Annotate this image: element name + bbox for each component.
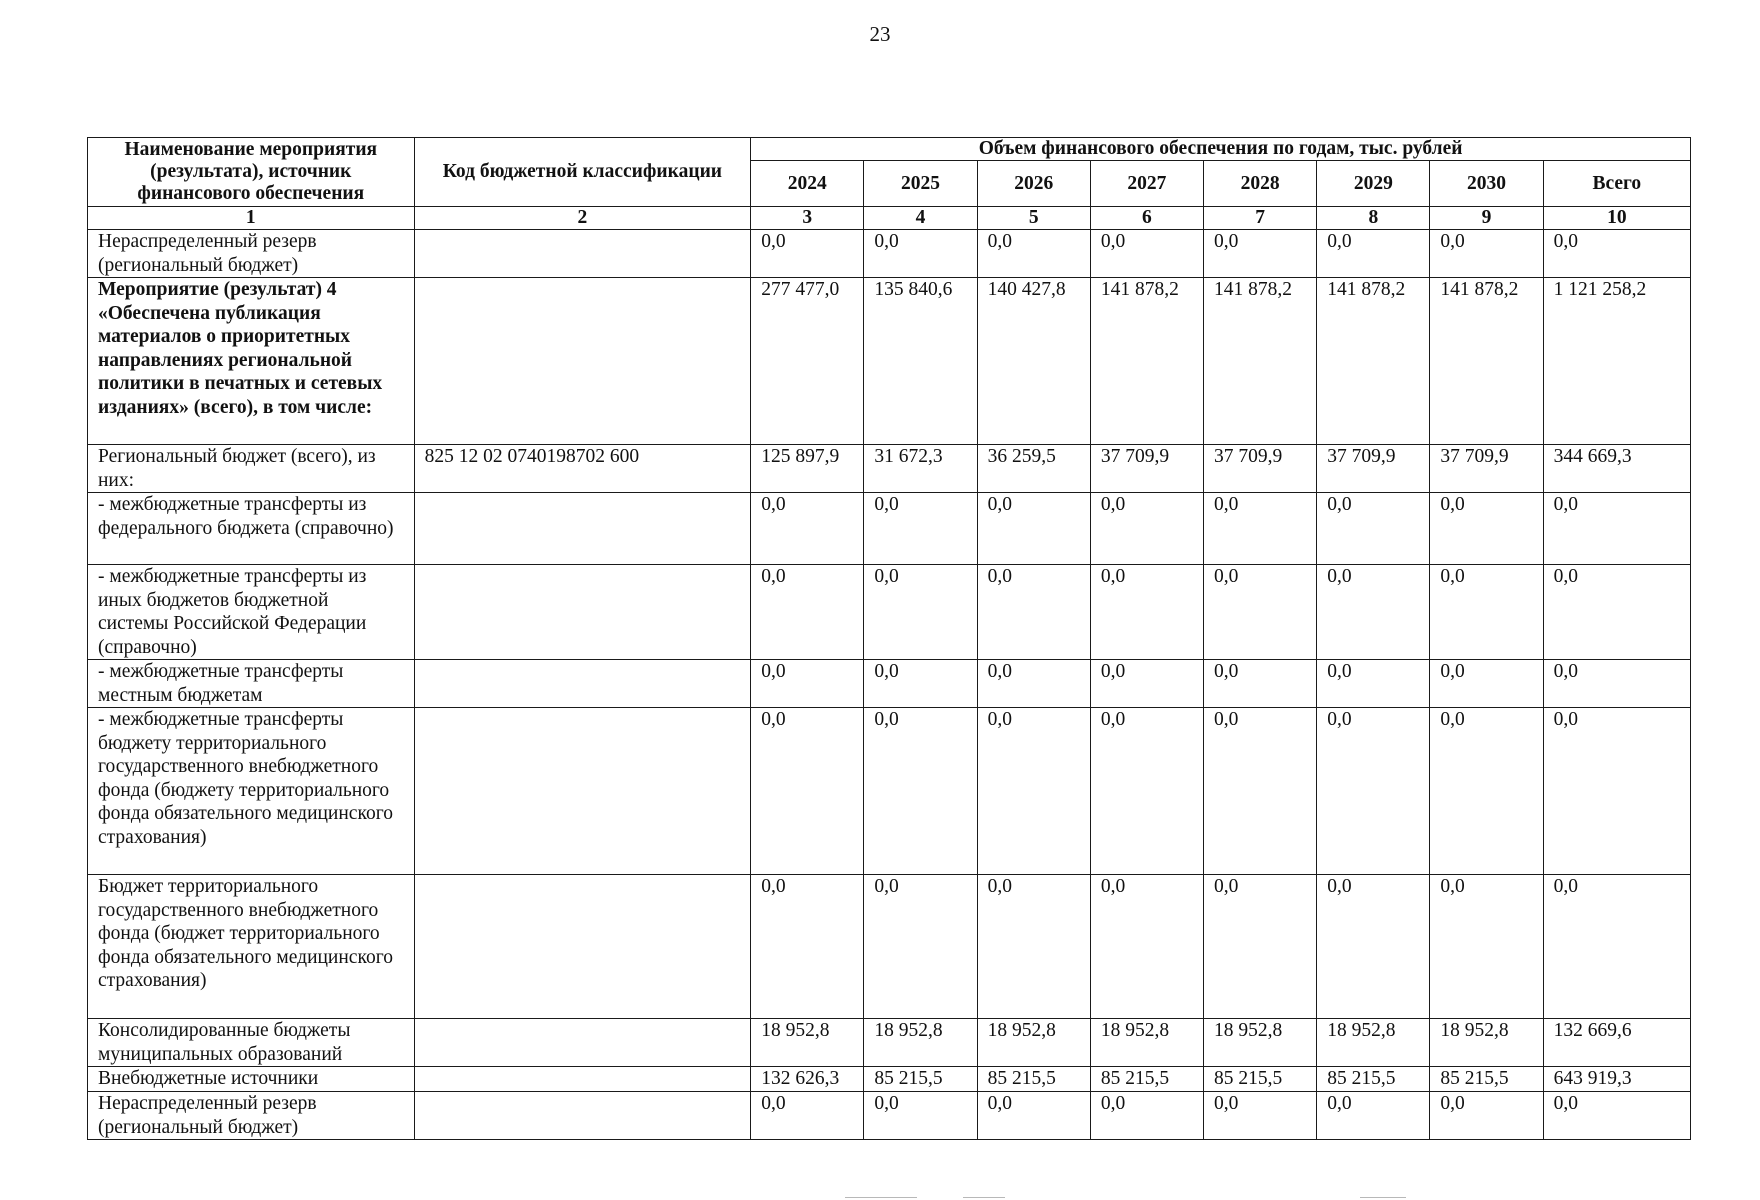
table-row [88,565,1691,660]
value-2027: 0,0 [1090,708,1203,875]
value-2029: 18 952,8 [1317,1019,1430,1067]
funding-table [87,137,1691,1140]
value-2025: 0,0 [864,660,977,708]
row-name: - межбюджетные трансферты местным бюджетам [88,660,415,708]
value-2026: 0,0 [977,875,1090,1019]
value-2025: 85 215,5 [864,1067,977,1092]
value-2028: 85 215,5 [1204,1067,1317,1092]
header-year: 2026 [977,161,1090,207]
value-2030: 18 952,8 [1430,1019,1543,1067]
header-name-column: Наименование мероприятия (результата), источник финансового обеспечения [88,138,415,207]
table-row [88,230,1691,278]
value-2028: 0,0 [1204,565,1317,660]
value-2030: 85 215,5 [1430,1067,1543,1092]
row-code [414,875,751,1019]
value-2027: 0,0 [1090,660,1203,708]
value-2029: 0,0 [1317,660,1430,708]
value-2025: 0,0 [864,875,977,1019]
value-2027: 0,0 [1090,1092,1203,1140]
header-year: 2025 [864,161,977,207]
page-number: 23 [869,22,891,46]
value-2028: 0,0 [1204,493,1317,565]
column-number: 6 [1090,207,1203,230]
row-code [414,230,751,278]
value-2029: 0,0 [1317,565,1430,660]
value-2024: 0,0 [751,875,864,1019]
value-2027: 141 878,2 [1090,278,1203,445]
column-number: 9 [1430,207,1543,230]
value-total: 1 121 258,2 [1543,278,1690,445]
scan-artifact [845,1197,917,1198]
header-volume-group: Объем финансового обеспечения по годам, тыс. рублей [751,138,1691,161]
value-2029: 85 215,5 [1317,1067,1430,1092]
row-code [414,1092,751,1140]
value-2027: 0,0 [1090,565,1203,660]
value-2026: 18 952,8 [977,1019,1090,1067]
value-2030: 37 709,9 [1430,445,1543,493]
value-2030: 0,0 [1430,1092,1543,1140]
value-total: 0,0 [1543,565,1690,660]
value-2024: 0,0 [751,493,864,565]
column-number: 10 [1543,207,1690,230]
value-2030: 0,0 [1430,660,1543,708]
table-row [88,493,1691,565]
value-2030: 0,0 [1430,565,1543,660]
value-2025: 135 840,6 [864,278,977,445]
value-2027: 0,0 [1090,875,1203,1019]
value-total: 0,0 [1543,493,1690,565]
value-2027: 0,0 [1090,230,1203,278]
value-2025: 0,0 [864,565,977,660]
header-year: 2030 [1430,161,1543,207]
value-total: 0,0 [1543,230,1690,278]
column-number: 4 [864,207,977,230]
value-2026: 85 215,5 [977,1067,1090,1092]
value-2024: 0,0 [751,230,864,278]
value-2030: 0,0 [1430,708,1543,875]
value-total: 344 669,3 [1543,445,1690,493]
value-2028: 0,0 [1204,230,1317,278]
scan-artifact [1360,1197,1406,1198]
value-2030: 0,0 [1430,230,1543,278]
table-row [88,1067,1691,1092]
value-2024: 125 897,9 [751,445,864,493]
value-total: 0,0 [1543,875,1690,1019]
value-2028: 0,0 [1204,708,1317,875]
value-2025: 0,0 [864,708,977,875]
value-total: 0,0 [1543,1092,1690,1140]
column-number: 8 [1317,207,1430,230]
value-2030: 141 878,2 [1430,278,1543,445]
row-code [414,565,751,660]
value-2024: 0,0 [751,1092,864,1140]
table-body [88,230,1691,1140]
column-number: 1 [88,207,415,230]
row-name: - межбюджетные трансферты бюджету территориального государственного внебюджетного фонда (бюджету территориального фонда обязательного медицинского страхования) [88,708,415,875]
value-2027: 0,0 [1090,493,1203,565]
row-code [414,1067,751,1092]
value-2025: 0,0 [864,493,977,565]
value-2024: 0,0 [751,708,864,875]
row-name: - межбюджетные трансферты из федерального бюджета (справочно) [88,493,415,565]
table-row [88,1019,1691,1067]
row-code [414,1019,751,1067]
table-row [88,278,1691,445]
value-2026: 140 427,8 [977,278,1090,445]
header-year: 2027 [1090,161,1203,207]
header-year: 2029 [1317,161,1430,207]
value-2028: 0,0 [1204,1092,1317,1140]
value-2030: 0,0 [1430,493,1543,565]
value-2028: 18 952,8 [1204,1019,1317,1067]
row-code [414,278,751,445]
header-code-column: Код бюджетной классификации [414,138,751,207]
value-2028: 0,0 [1204,875,1317,1019]
value-2025: 0,0 [864,1092,977,1140]
header-year: 2028 [1204,161,1317,207]
row-name: Бюджет территориального государственного внебюджетного фонда (бюджет территориального фонда обязательного медицинского страхования) [88,875,415,1019]
value-2029: 37 709,9 [1317,445,1430,493]
value-2029: 0,0 [1317,708,1430,875]
value-2026: 0,0 [977,708,1090,875]
value-2025: 0,0 [864,230,977,278]
value-2028: 37 709,9 [1204,445,1317,493]
table-row [88,445,1691,493]
column-number: 5 [977,207,1090,230]
table-row [88,708,1691,875]
row-name: Консолидированные бюджеты муниципальных образований [88,1019,415,1067]
table-header [88,138,1691,230]
row-code [414,493,751,565]
column-number: 3 [751,207,864,230]
value-2025: 18 952,8 [864,1019,977,1067]
value-2024: 0,0 [751,565,864,660]
value-2026: 0,0 [977,565,1090,660]
table-row [88,1092,1691,1140]
value-2024: 277 477,0 [751,278,864,445]
header-year: 2024 [751,161,864,207]
table-row [88,660,1691,708]
value-2030: 0,0 [1430,875,1543,1019]
value-2024: 132 626,3 [751,1067,864,1092]
value-2028: 0,0 [1204,660,1317,708]
value-total: 0,0 [1543,660,1690,708]
row-name: Внебюджетные источники [88,1067,415,1092]
row-code [414,708,751,875]
row-name: - межбюджетные трансферты из иных бюджетов бюджетной системы Российской Федерации (справочно) [88,565,415,660]
header-total: Всего [1543,161,1690,207]
value-2029: 0,0 [1317,875,1430,1019]
row-code: 825 12 02 0740198702 600 [414,445,751,493]
value-2029: 0,0 [1317,493,1430,565]
column-number: 2 [414,207,751,230]
value-2024: 0,0 [751,660,864,708]
table-row [88,875,1691,1019]
row-name: Региональный бюджет (всего), из них: [88,445,415,493]
row-name: Нераспределенный резерв (региональный бюджет) [88,230,415,278]
value-2027: 85 215,5 [1090,1067,1203,1092]
column-number: 7 [1204,207,1317,230]
value-total: 0,0 [1543,708,1690,875]
value-2027: 37 709,9 [1090,445,1203,493]
row-name: Мероприятие (результат) 4 «Обеспечена публикация материалов о приоритетных направлениях региональной политики в печатных и сетевых изданиях» (всего), в том числе: [88,278,415,445]
value-total: 643 919,3 [1543,1067,1690,1092]
value-2027: 18 952,8 [1090,1019,1203,1067]
value-total: 132 669,6 [1543,1019,1690,1067]
scan-artifact [963,1197,1005,1198]
row-code [414,660,751,708]
value-2029: 0,0 [1317,230,1430,278]
value-2024: 18 952,8 [751,1019,864,1067]
value-2025: 31 672,3 [864,445,977,493]
value-2026: 0,0 [977,1092,1090,1140]
value-2028: 141 878,2 [1204,278,1317,445]
value-2029: 141 878,2 [1317,278,1430,445]
row-name: Нераспределенный резерв (региональный бюджет) [88,1092,415,1140]
value-2026: 36 259,5 [977,445,1090,493]
value-2026: 0,0 [977,660,1090,708]
value-2026: 0,0 [977,493,1090,565]
value-2026: 0,0 [977,230,1090,278]
value-2029: 0,0 [1317,1092,1430,1140]
